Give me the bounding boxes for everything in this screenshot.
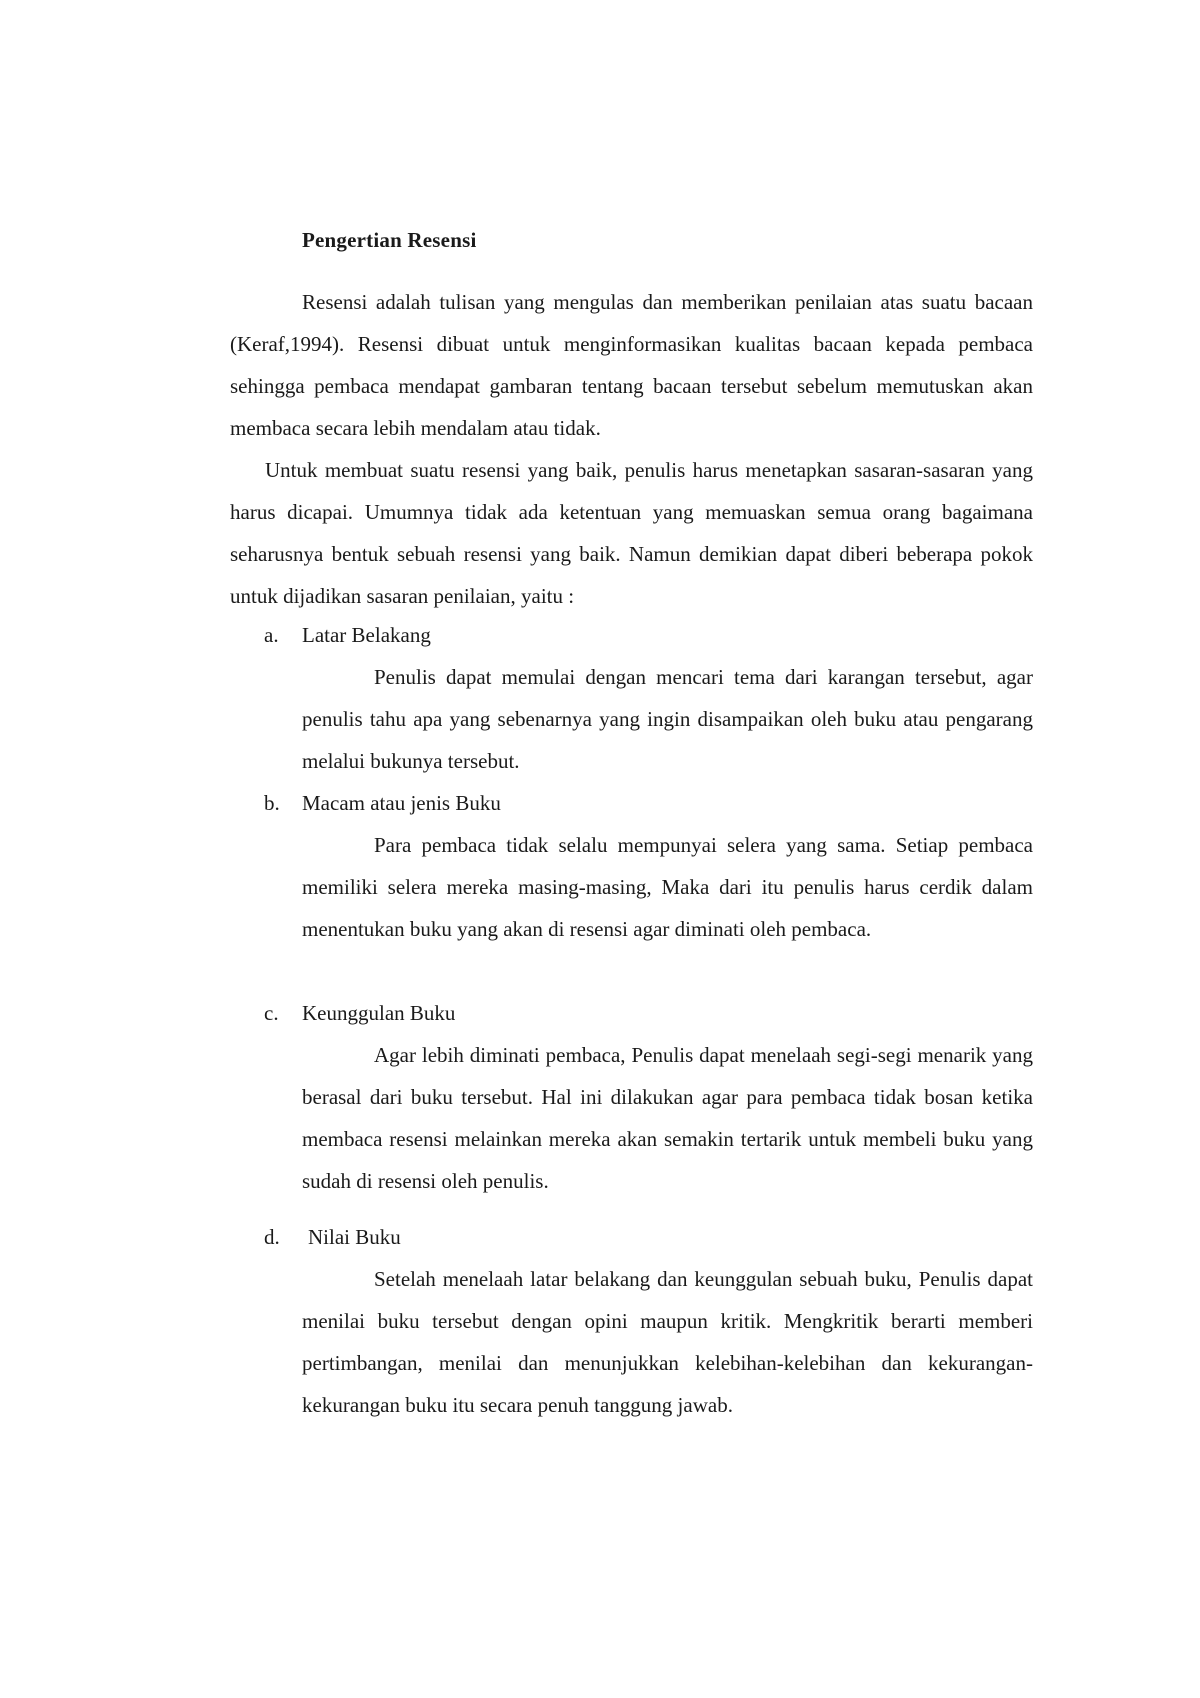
page-title: Pengertian Resensi xyxy=(302,228,477,252)
list-marker-c: c. xyxy=(264,1001,279,1025)
list-marker-d: d. xyxy=(264,1225,280,1249)
list-body-latar-belakang: Penulis dapat memulai dengan mencari tema dari karangan tersebut, agar penulis tahu apa yang sebenarnya yang ingin disampaikan oleh buku atau pengarang melalui bukunya tersebut. xyxy=(302,665,1033,773)
list-marker-b: b. xyxy=(264,791,280,815)
list-heading-latar-belakang: Latar Belakang xyxy=(302,623,431,647)
list-heading-nilai-buku: Nilai Buku xyxy=(308,1225,401,1249)
list-body-keunggulan-buku: Agar lebih diminati pembaca, Penulis dapat menelaah segi-segi menarik yang berasal dari buku tersebut. Hal ini dilakukan agar para pembaca tidak bosan ketika membaca resensi melainkan mereka akan semakin tertarik untuk membeli buku yang sudah di resensi oleh penulis. xyxy=(302,1043,1033,1193)
list-marker-a: a. xyxy=(264,623,279,647)
paragraph-definition: Resensi adalah tulisan yang mengulas dan memberikan penilaian atas suatu bacaan (Keraf,1994). Resensi dibuat untuk menginformasikan kualitas bacaan kepada pembaca sehingga pembaca mendapat gambaran tentang bacaan tersebut sebelum memutuskan akan membaca secara lebih mendalam atau tidak. xyxy=(230,290,1033,440)
list-body-nilai-buku: Setelah menelaah latar belakang dan keunggulan sebuah buku, Penulis dapat menilai buku tersebut dengan opini maupun kritik. Mengkritik berarti memberi pertimbangan, menilai dan menunjukkan kelebihan-kelebihan dan kekurangan-kekurangan buku itu secara penuh tanggung jawab. xyxy=(302,1267,1033,1417)
list-heading-macam-buku: Macam atau jenis Buku xyxy=(302,791,501,815)
list-body-macam-buku: Para pembaca tidak selalu mempunyai selera yang sama. Setiap pembaca memiliki selera mereka masing-masing, Maka dari itu penulis harus cerdik dalam menentukan buku yang akan di resensi agar diminati oleh pembaca. xyxy=(302,833,1033,941)
list-heading-keunggulan-buku: Keunggulan Buku xyxy=(302,1001,456,1025)
paragraph-criteria-intro: Untuk membuat suatu resensi yang baik, penulis harus menetapkan sasaran-sasaran yang harus dicapai. Umumnya tidak ada ketentuan yang memuaskan semua orang bagaimana seharusnya bentuk sebuah resensi yang baik. Namun demikian dapat diberi beberapa pokok untuk dijadikan sasaran penilaian, yaitu : xyxy=(230,458,1033,608)
